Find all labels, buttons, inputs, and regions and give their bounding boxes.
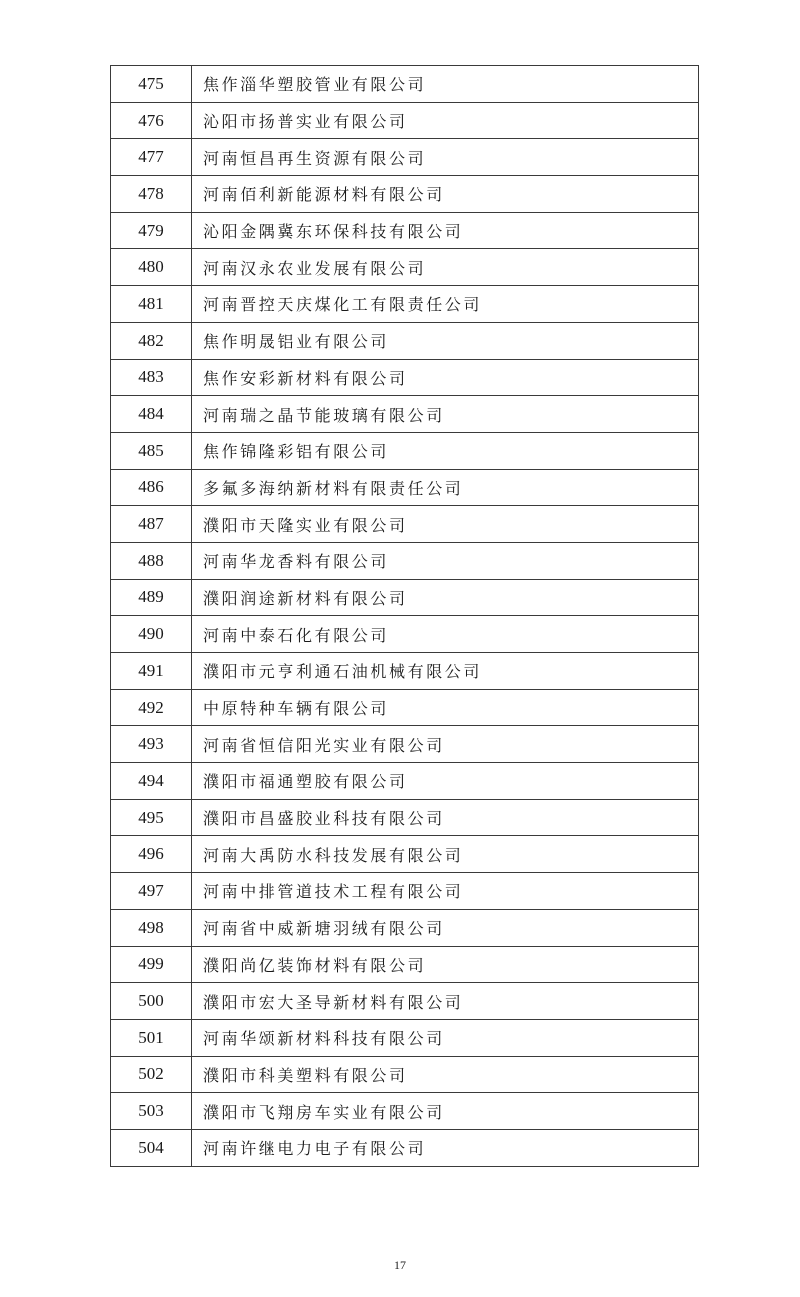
company-name-cell: 河南大禹防水科技发展有限公司 xyxy=(192,836,699,873)
row-number-cell: 492 xyxy=(111,689,192,726)
table-row xyxy=(111,139,699,176)
company-name-cell: 河南许继电力电子有限公司 xyxy=(192,1129,699,1166)
table-row xyxy=(111,506,699,543)
table-row xyxy=(111,286,699,323)
row-number-cell: 498 xyxy=(111,909,192,946)
row-number-cell: 499 xyxy=(111,946,192,983)
company-name-cell: 多氟多海纳新材料有限责任公司 xyxy=(192,469,699,506)
row-number-cell: 493 xyxy=(111,726,192,763)
row-number-cell: 489 xyxy=(111,579,192,616)
company-name-cell: 濮阳润途新材料有限公司 xyxy=(192,579,699,616)
company-name-cell: 河南瑞之晶节能玻璃有限公司 xyxy=(192,396,699,433)
table-row xyxy=(111,763,699,800)
row-number-cell: 477 xyxy=(111,139,192,176)
row-number-cell: 490 xyxy=(111,616,192,653)
table-row xyxy=(111,66,699,103)
table-row xyxy=(111,469,699,506)
table-row xyxy=(111,396,699,433)
company-name-cell: 沁阳市扬普实业有限公司 xyxy=(192,102,699,139)
page-number: 17 xyxy=(394,1258,406,1272)
company-name-cell: 焦作安彩新材料有限公司 xyxy=(192,359,699,396)
table-row xyxy=(111,799,699,836)
table-row xyxy=(111,579,699,616)
table-row xyxy=(111,102,699,139)
row-number-cell: 482 xyxy=(111,322,192,359)
row-number-cell: 495 xyxy=(111,799,192,836)
table-row xyxy=(111,726,699,763)
row-number-cell: 497 xyxy=(111,873,192,910)
company-name-cell: 濮阳尚亿装饰材料有限公司 xyxy=(192,946,699,983)
row-number-cell: 485 xyxy=(111,432,192,469)
row-number-cell: 502 xyxy=(111,1056,192,1093)
company-name-cell: 沁阳金隅冀东环保科技有限公司 xyxy=(192,212,699,249)
table-row xyxy=(111,689,699,726)
table-row xyxy=(111,249,699,286)
row-number-cell: 479 xyxy=(111,212,192,249)
company-name-cell: 濮阳市飞翔房车实业有限公司 xyxy=(192,1093,699,1130)
table-row xyxy=(111,616,699,653)
row-number-cell: 503 xyxy=(111,1093,192,1130)
table-row xyxy=(111,909,699,946)
company-name-cell: 河南省中威新塘羽绒有限公司 xyxy=(192,909,699,946)
company-name-cell: 濮阳市天隆实业有限公司 xyxy=(192,506,699,543)
company-name-cell: 焦作锦隆彩铝有限公司 xyxy=(192,432,699,469)
company-name-cell: 河南省恒信阳光实业有限公司 xyxy=(192,726,699,763)
row-number-cell: 494 xyxy=(111,763,192,800)
company-name-cell: 河南中泰石化有限公司 xyxy=(192,616,699,653)
company-name-cell: 中原特种车辆有限公司 xyxy=(192,689,699,726)
table-row xyxy=(111,176,699,213)
table-row xyxy=(111,946,699,983)
row-number-cell: 476 xyxy=(111,102,192,139)
table-row xyxy=(111,1056,699,1093)
row-number-cell: 480 xyxy=(111,249,192,286)
company-name-cell: 焦作淄华塑胶管业有限公司 xyxy=(192,66,699,103)
company-list-table xyxy=(110,65,699,1167)
company-name-cell: 濮阳市元亨利通石油机械有限公司 xyxy=(192,653,699,690)
table-row xyxy=(111,653,699,690)
company-name-cell: 河南华颂新材料科技有限公司 xyxy=(192,1019,699,1056)
row-number-cell: 496 xyxy=(111,836,192,873)
row-number-cell: 491 xyxy=(111,653,192,690)
company-name-cell: 濮阳市宏大圣导新材料有限公司 xyxy=(192,983,699,1020)
table-row xyxy=(111,983,699,1020)
table-row xyxy=(111,542,699,579)
company-list-body xyxy=(111,66,699,1167)
table-row xyxy=(111,212,699,249)
company-name-cell: 河南汉永农业发展有限公司 xyxy=(192,249,699,286)
table-row xyxy=(111,322,699,359)
row-number-cell: 483 xyxy=(111,359,192,396)
row-number-cell: 501 xyxy=(111,1019,192,1056)
row-number-cell: 484 xyxy=(111,396,192,433)
company-name-cell: 濮阳市福通塑胶有限公司 xyxy=(192,763,699,800)
row-number-cell: 488 xyxy=(111,542,192,579)
row-number-cell: 486 xyxy=(111,469,192,506)
company-name-cell: 焦作明晟铝业有限公司 xyxy=(192,322,699,359)
row-number-cell: 487 xyxy=(111,506,192,543)
row-number-cell: 481 xyxy=(111,286,192,323)
table-row xyxy=(111,873,699,910)
row-number-cell: 478 xyxy=(111,176,192,213)
table-row xyxy=(111,1093,699,1130)
company-name-cell: 河南中排管道技术工程有限公司 xyxy=(192,873,699,910)
company-name-cell: 河南晋控天庆煤化工有限责任公司 xyxy=(192,286,699,323)
table-row xyxy=(111,1129,699,1166)
table-row xyxy=(111,1019,699,1056)
company-name-cell: 河南华龙香料有限公司 xyxy=(192,542,699,579)
table-row xyxy=(111,359,699,396)
table-row xyxy=(111,836,699,873)
company-name-cell: 河南恒昌再生资源有限公司 xyxy=(192,139,699,176)
row-number-cell: 500 xyxy=(111,983,192,1020)
row-number-cell: 504 xyxy=(111,1129,192,1166)
table-row xyxy=(111,432,699,469)
company-name-cell: 濮阳市昌盛胶业科技有限公司 xyxy=(192,799,699,836)
company-name-cell: 河南佰利新能源材料有限公司 xyxy=(192,176,699,213)
company-name-cell: 濮阳市科美塑料有限公司 xyxy=(192,1056,699,1093)
row-number-cell: 475 xyxy=(111,66,192,103)
